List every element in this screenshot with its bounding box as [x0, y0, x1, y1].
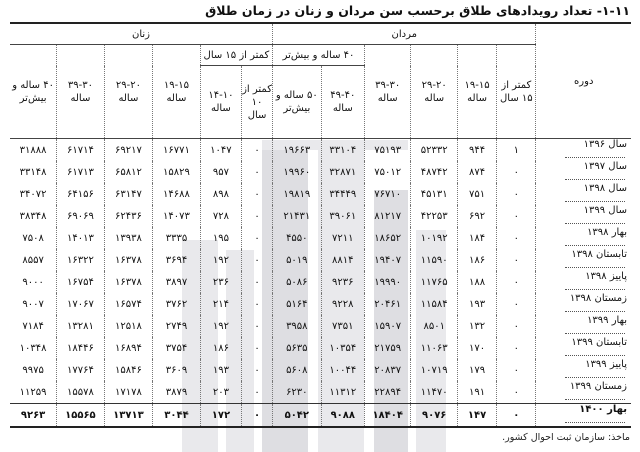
women-value-cell: ۹۰۰۰: [22, 276, 44, 288]
men-value-cell: ۹۲۲۸: [321, 293, 364, 315]
dot-leader: [565, 201, 625, 202]
women-group-header: زنان: [10, 23, 273, 45]
women-col-40-plus: ۴۰ ساله و بیش‌تر: [12, 79, 54, 104]
women-value-cell: ۳۶۹۴: [153, 249, 201, 271]
men-value-cell: ۵۶۰۸: [273, 359, 322, 381]
women-value-cell: ۰: [242, 183, 273, 205]
women-value-cell: ۶۱۷۱۳: [57, 161, 105, 183]
women-value-cell: ۳۰۴۴: [153, 404, 201, 428]
men-value-cell: ۳۹۰۶۱: [321, 205, 364, 227]
men-value-cell: ۶۹۲: [457, 205, 496, 227]
men-group-header: مردان: [273, 23, 536, 45]
men-value-cell: ۱۱۳۱۲: [321, 381, 364, 404]
women-value-cell: ۶۲۴۳۶: [104, 205, 153, 227]
women-value-cell: ۶۱۷۱۴: [57, 139, 105, 162]
women-value-cell: ۳۶۰۹: [153, 359, 201, 381]
women-value-cell: ۱۰۴۷: [200, 139, 241, 162]
period-cell: [536, 183, 631, 205]
women-value-cell: ۱۹۵: [200, 227, 241, 249]
men-value-cell: ۰: [497, 249, 536, 271]
men-value-cell: ۹۰۸۸: [321, 404, 364, 428]
men-value-cell: ۳۳۱۰۴: [321, 139, 364, 162]
men-value-cell: ۴۵۵۰: [273, 227, 322, 249]
men-value-cell: ۱۵۹۰۷: [364, 315, 410, 337]
women-value-cell: ۰: [242, 139, 273, 162]
women-value-cell: ۳۷۶۲: [153, 293, 201, 315]
women-value-cell: ۶۹۲۱۷: [104, 139, 153, 162]
women-value-cell: ۶۹۰۶۹: [57, 205, 105, 227]
table-row: [10, 161, 631, 183]
women-value-cell: ۱۷۷۶۴: [57, 359, 105, 381]
men-value-cell: ۴۸۷۴۲: [411, 161, 457, 183]
men-value-cell: ۱۹۴۰۷: [364, 249, 410, 271]
women-value-cell: ۶۵۸۱۲: [104, 161, 153, 183]
period-cell: [536, 271, 631, 293]
men-value-cell: ۵۰۱۹: [273, 249, 322, 271]
period-label: پاییز ۱۳۹۹: [585, 359, 627, 370]
men-value-cell: ۵۱۶۴: [273, 293, 322, 315]
period-cell: [536, 139, 631, 162]
table-row: [10, 337, 631, 359]
dot-leader: [565, 245, 625, 246]
period-cell: [536, 161, 631, 183]
women-value-cell: ۱۵۸۴۶: [104, 359, 153, 381]
women-value-cell: ۹۰۰۷: [22, 298, 44, 310]
women-value-cell: ۶۳۱۴۷: [104, 183, 153, 205]
period-label: سال ۱۳۹۶: [583, 139, 627, 150]
men-value-cell: ۳۹۵۸: [273, 315, 322, 337]
period-label: بهار ۱۳۹۸: [587, 227, 627, 238]
period-cell: [536, 315, 631, 337]
men-value-cell: ۱۸۸: [457, 271, 496, 293]
women-value-cell: ۰: [242, 161, 273, 183]
men-value-cell: ۲۲۸۹۴: [364, 381, 410, 404]
men-col-30-39: ۳۹-۳۰ ساله: [364, 45, 410, 139]
men-value-cell: ۰: [497, 161, 536, 183]
men-value-cell: ۰: [497, 315, 536, 337]
men-value-cell: ۱۹۸۱۹: [273, 183, 322, 205]
period-label: تابستان ۱۳۹۹: [571, 337, 627, 348]
men-value-cell: ۱۷۰: [457, 337, 496, 359]
men-value-cell: ۷۲۱۱: [321, 227, 364, 249]
women-value-cell: ۱۸۶: [200, 337, 241, 359]
table-row: [10, 381, 631, 404]
women-value-cell: ۱۷۱۷۸: [104, 381, 153, 404]
men-value-cell: ۱: [497, 139, 536, 162]
men-value-cell: ۷۳۵۱: [321, 315, 364, 337]
table-row: [10, 315, 631, 337]
women-value-cell: ۰: [242, 359, 273, 381]
women-value-cell: ۱۴۰۷۳: [153, 205, 201, 227]
men-value-cell: ۸۵۰۱: [411, 315, 457, 337]
men-value-cell: ۷۶۷۱۰: [364, 183, 410, 205]
women-value-cell: ۱۵۵۷۸: [57, 381, 105, 404]
women-value-cell: ۹۲۶۳: [10, 404, 57, 428]
women-value-cell: ۱۹۲: [200, 249, 241, 271]
men-col-15-19: ۱۹-۱۵ ساله: [457, 45, 496, 139]
men-value-cell: ۱۸۶۵۲: [364, 227, 410, 249]
dot-leader: [565, 223, 625, 224]
women-value-cell: ۰: [242, 404, 273, 428]
period-label: سال ۱۳۹۹: [583, 205, 627, 216]
men-value-cell: ۱۹۹۶۰: [273, 161, 322, 183]
men-value-cell: ۱۱۴۷۰: [411, 381, 457, 404]
women-value-cell: ۳۸۳۴۸: [19, 210, 47, 222]
men-value-cell: ۱۸۶: [457, 249, 496, 271]
period-cell: [536, 337, 631, 359]
men-value-cell: ۷۵۰۱۲: [364, 161, 410, 183]
period-cell: [536, 227, 631, 249]
women-value-cell: ۱۶۷۷۱: [153, 139, 201, 162]
men-value-cell: ۱۱۷۶۵: [411, 271, 457, 293]
divorce-table: [10, 22, 631, 428]
women-value-cell: ۲۱۴: [200, 293, 241, 315]
men-value-cell: ۱۰۰۴۴: [321, 359, 364, 381]
period-label: زمستان ۱۳۹۹: [569, 381, 627, 392]
dot-leader: [565, 179, 625, 180]
women-value-cell: ۰: [242, 293, 273, 315]
dot-leader: [565, 355, 625, 356]
men-value-cell: ۵۲۳۳۲: [411, 139, 457, 162]
women-value-cell: ۰: [242, 227, 273, 249]
men-value-cell: ۰: [497, 359, 536, 381]
table-row: [10, 271, 631, 293]
period-cell: [536, 404, 631, 428]
period-cell: [536, 293, 631, 315]
women-value-cell: ۱۵۵۶۵: [57, 404, 105, 428]
dot-leader: [565, 333, 625, 334]
men-value-cell: ۷۵۱۹۳: [364, 139, 410, 162]
women-value-cell: ۱۴۶۸۸: [153, 183, 201, 205]
women-value-cell: ۱۱۲۵۹: [19, 386, 47, 398]
women-value-cell: ۹۵۷: [200, 161, 241, 183]
women-value-cell: ۱۶۷۵۴: [57, 271, 105, 293]
women-value-cell: ۱۰۳۴۸: [19, 342, 47, 354]
women-value-cell: ۱۶۸۹۴: [104, 337, 153, 359]
women-value-cell: ۱۸۴۴۶: [57, 337, 105, 359]
table-row: [10, 205, 631, 227]
men-value-cell: ۵۰۸۶: [273, 271, 322, 293]
women-value-cell: ۱۳۹۳۸: [104, 227, 153, 249]
men-value-cell: ۲۰۴۶۱: [364, 293, 410, 315]
table-title: ۱-۱۱- تعداد رویدادهای طلاق برحسب سن مردان و زنان در زمان طلاق: [205, 3, 630, 18]
period-cell: [536, 381, 631, 404]
men-value-cell: ۹۲۳۶: [321, 271, 364, 293]
men-value-cell: ۱۸۴: [457, 227, 496, 249]
table-row: [10, 404, 631, 428]
men-col-20-29: ۲۹-۲۰ ساله: [411, 45, 457, 139]
men-value-cell: ۰: [497, 227, 536, 249]
women-col-10-14: ۱۴-۱۰ ساله: [200, 66, 241, 139]
women-value-cell: ۰: [242, 315, 273, 337]
men-value-cell: ۱۸۴۰۴: [364, 404, 410, 428]
men-value-cell: ۰: [497, 404, 536, 428]
table-row: [10, 293, 631, 315]
period-label: زمستان ۱۳۹۸: [569, 293, 627, 304]
women-value-cell: ۱۹۳: [200, 359, 241, 381]
men-value-cell: ۲۱۷۵۹: [364, 337, 410, 359]
men-value-cell: ۱۰۳۵۴: [321, 337, 364, 359]
period-label: بهار ۱۳۹۹: [587, 315, 627, 326]
women-value-cell: ۱۲۵۱۸: [104, 315, 153, 337]
women-value-cell: ۰: [242, 205, 273, 227]
dot-leader: [565, 157, 625, 158]
men-value-cell: ۰: [497, 183, 536, 205]
women-value-cell: ۸۹۸: [200, 183, 241, 205]
men-value-cell: ۶۲۳۰: [273, 381, 322, 404]
women-value-cell: ۷۱۸۴: [22, 320, 44, 332]
men-value-cell: ۱۹۱: [457, 381, 496, 404]
men-value-cell: ۷۵۱: [457, 183, 496, 205]
women-value-cell: ۲۳۶: [200, 271, 241, 293]
men-value-cell: ۲۰۸۳۷: [364, 359, 410, 381]
table-row: [10, 359, 631, 381]
women-value-cell: ۲۰۳: [200, 381, 241, 404]
men-col-50-plus: ۵۰ ساله و بیش‌تر: [273, 66, 322, 139]
men-value-cell: ۱۹۶۶۳: [273, 139, 322, 162]
women-value-cell: ۳۸۷۹: [153, 381, 201, 404]
women-col-20-29: ۲۹-۲۰ ساله: [104, 45, 153, 139]
men-value-cell: ۳۲۸۷۱: [321, 161, 364, 183]
men-value-cell: ۸۷۴: [457, 161, 496, 183]
women-value-cell: ۹۹۷۵: [22, 364, 44, 376]
men-value-cell: ۸۸۱۴: [321, 249, 364, 271]
dot-leader: [565, 399, 625, 400]
women-value-cell: ۰: [242, 381, 273, 404]
source-note: ماخذ: سازمان ثبت احوال کشور.: [502, 432, 630, 443]
men-col-40-49: ۴۹-۴۰ ساله: [321, 66, 364, 139]
women-value-cell: ۱۶۳۲۲: [57, 249, 105, 271]
women-value-cell: ۱۳۷۱۳: [104, 404, 153, 428]
women-value-cell: ۳۴۰۷۲: [19, 188, 47, 200]
table-row: [10, 139, 631, 162]
men-value-cell: ۱۷۹: [457, 359, 496, 381]
women-col-under10: کمتر از ۱۰ سال: [242, 66, 273, 139]
men-value-cell: ۱۳۲: [457, 315, 496, 337]
women-value-cell: ۰: [242, 249, 273, 271]
women-value-cell: ۳۷۵۴: [153, 337, 201, 359]
men-value-cell: ۵۶۳۵: [273, 337, 322, 359]
period-label: تابستان ۱۳۹۸: [571, 249, 627, 260]
dot-leader: [565, 311, 625, 312]
women-value-cell: ۱۴۰۱۳: [57, 227, 105, 249]
men-value-cell: ۴۲۲۵۳: [411, 205, 457, 227]
women-value-cell: ۲۷۴۹: [153, 315, 201, 337]
dot-leader: [565, 289, 625, 290]
men-value-cell: ۴۵۱۳۱: [411, 183, 457, 205]
period-cell: [536, 249, 631, 271]
women-col-15-19: ۱۹-۱۵ ساله: [153, 45, 201, 139]
dot-leader: [565, 377, 625, 378]
table-row: [10, 227, 631, 249]
dot-leader: [565, 267, 625, 268]
men-value-cell: ۹۰۷۶: [411, 404, 457, 428]
women-value-cell: ۰: [242, 271, 273, 293]
table-row: [10, 249, 631, 271]
table-row: [10, 183, 631, 205]
period-label: پاییز ۱۳۹۸: [585, 271, 627, 282]
men-value-cell: ۱۴۷: [457, 404, 496, 428]
women-value-cell: ۷۵۰۸: [22, 232, 44, 244]
period-cell: [536, 205, 631, 227]
men-value-cell: ۹۴۴: [457, 139, 496, 162]
women-value-cell: ۳۳۱۴۸: [19, 166, 47, 178]
men-value-cell: ۱۱۵۹۰: [411, 249, 457, 271]
women-under15-header: کمتر از ۱۵ سال: [200, 45, 272, 66]
period-cell: [536, 359, 631, 381]
period-label: بهار ۱۴۰۰: [579, 404, 627, 415]
women-value-cell: ۱۳۲۸۱: [57, 315, 105, 337]
women-value-cell: ۳۸۹۷: [153, 271, 201, 293]
men-value-cell: ۲۱۴۳۱: [273, 205, 322, 227]
women-value-cell: ۶۴۱۵۶: [57, 183, 105, 205]
men-value-cell: ۸۱۲۱۷: [364, 205, 410, 227]
women-value-cell: ۱۷۲: [200, 404, 241, 428]
period-label: سال ۱۳۹۸: [583, 183, 627, 194]
men-value-cell: ۱۰۷۱۹: [411, 359, 457, 381]
men-value-cell: ۰: [497, 293, 536, 315]
men-value-cell: ۰: [497, 205, 536, 227]
women-value-cell: ۱۶۳۷۸: [104, 271, 153, 293]
men-value-cell: ۱۰۱۹۲: [411, 227, 457, 249]
men-col-under15: کمتر از ۱۵ سال: [497, 45, 536, 139]
period-header: دوره: [536, 23, 631, 139]
men-value-cell: ۱۱۰۶۳: [411, 337, 457, 359]
women-value-cell: ۱۵۸۲۹: [153, 161, 201, 183]
women-value-cell: ۱۶۵۷۴: [104, 293, 153, 315]
men-40-plus-header: ۴۰ ساله و بیش‌تر: [273, 45, 365, 66]
women-value-cell: ۳۳۳۵: [153, 227, 201, 249]
men-value-cell: ۵۰۴۲: [273, 404, 322, 428]
men-value-cell: ۱۱۵۸۴: [411, 293, 457, 315]
women-value-cell: ۷۲۸: [200, 205, 241, 227]
women-col-30-39: ۳۹-۳۰ ساله: [57, 45, 105, 139]
men-value-cell: ۰: [497, 271, 536, 293]
men-value-cell: ۳۴۴۴۹: [321, 183, 364, 205]
women-value-cell: ۳۱۸۸۸: [19, 144, 47, 156]
men-value-cell: ۰: [497, 337, 536, 359]
men-value-cell: ۰: [497, 381, 536, 404]
period-label: سال ۱۳۹۷: [583, 161, 627, 172]
women-value-cell: ۸۵۵۷: [22, 254, 44, 266]
women-value-cell: ۱۷۰۶۷: [57, 293, 105, 315]
women-value-cell: ۱۹۲: [200, 315, 241, 337]
women-value-cell: ۱۶۳۷۸: [104, 249, 153, 271]
men-value-cell: ۱۹۳: [457, 293, 496, 315]
women-value-cell: ۰: [242, 337, 273, 359]
dot-leader: [565, 422, 625, 423]
men-value-cell: ۱۹۹۹۰: [364, 271, 410, 293]
